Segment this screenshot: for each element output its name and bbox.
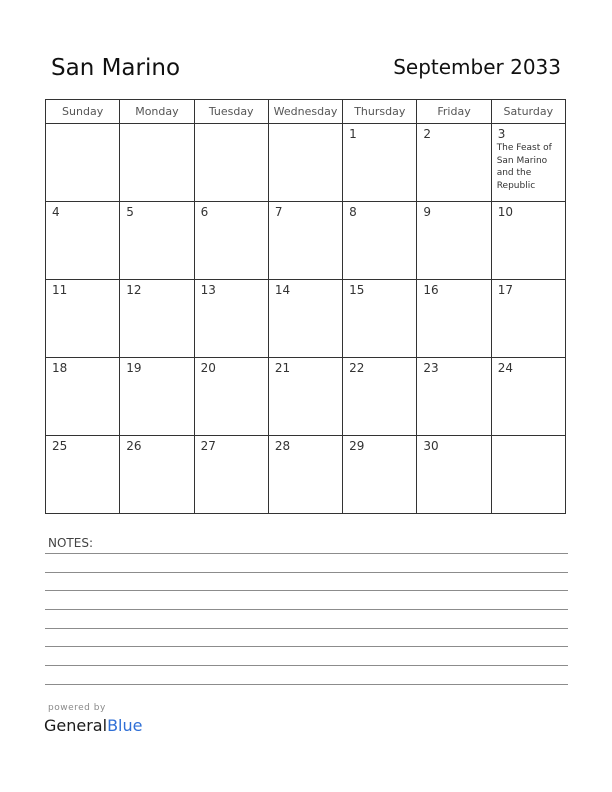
day-cell <box>194 436 268 514</box>
day-number <box>195 124 268 127</box>
day-number: 28 <box>274 439 291 453</box>
day-cell <box>417 280 491 358</box>
day-cell <box>343 436 417 514</box>
weekday-tuesday: Tuesday <box>194 100 268 124</box>
day-cell <box>120 124 194 202</box>
day-cell <box>343 202 417 280</box>
day-number: 21 <box>274 361 291 375</box>
day-number: 19 <box>126 361 142 375</box>
day-number: 8 <box>349 205 357 219</box>
day-cell <box>417 358 491 436</box>
day-number: 22 <box>349 361 365 375</box>
day-cell <box>343 124 417 202</box>
day-cell <box>268 280 342 358</box>
day-cell <box>417 436 491 514</box>
day-number: 11 <box>52 283 68 297</box>
day-number: 25 <box>52 439 68 453</box>
day-cell <box>491 358 565 436</box>
weekday-saturday: Saturday <box>491 100 565 124</box>
day-number: 10 <box>497 205 513 219</box>
day-cell <box>343 358 417 436</box>
day-number: 5 <box>126 205 134 219</box>
day-number: 18 <box>52 361 68 375</box>
month-title: September 2033 <box>393 55 561 79</box>
notes-label: NOTES: <box>48 536 93 550</box>
day-number <box>120 124 193 127</box>
day-number: 3 <box>497 127 506 141</box>
note-line <box>45 684 568 685</box>
day-cell <box>491 202 565 280</box>
day-number: 17 <box>497 283 513 297</box>
day-cell <box>120 436 194 514</box>
day-cell <box>194 124 268 202</box>
day-number: 26 <box>126 439 142 453</box>
day-number: 27 <box>200 439 216 453</box>
day-number <box>46 124 119 127</box>
day-number: 20 <box>200 361 216 375</box>
day-cell <box>268 202 342 280</box>
day-number: 6 <box>200 205 209 219</box>
day-number: 13 <box>200 283 216 297</box>
note-line <box>45 646 568 647</box>
weekday-wednesday: Wednesday <box>268 100 342 124</box>
day-cell <box>417 124 491 202</box>
day-cell <box>120 280 194 358</box>
day-cell <box>417 202 491 280</box>
day-number: 4 <box>52 205 60 219</box>
day-cell <box>194 358 268 436</box>
note-line <box>45 553 568 554</box>
note-line <box>45 665 568 666</box>
day-cell <box>120 358 194 436</box>
day-cell <box>120 202 194 280</box>
weekday-monday: Monday <box>120 100 194 124</box>
note-line <box>45 628 568 629</box>
week-row <box>46 124 566 202</box>
week-row <box>46 436 566 514</box>
note-line <box>45 572 568 573</box>
day-number: 29 <box>349 439 365 453</box>
day-cell <box>46 280 120 358</box>
week-row <box>46 280 566 358</box>
day-number: 23 <box>423 361 439 375</box>
day-number <box>269 124 342 127</box>
weekday-friday: Friday <box>417 100 491 124</box>
day-cell <box>343 280 417 358</box>
weekday-header-row <box>46 100 566 124</box>
day-number: 9 <box>423 205 432 219</box>
day-cell <box>268 124 342 202</box>
holiday-label: The Feast of San Marino and the Republic <box>496 143 552 191</box>
weekday-sunday: Sunday <box>46 100 120 124</box>
weekday-thursday: Thursday <box>343 100 417 124</box>
day-cell <box>194 280 268 358</box>
day-cell <box>46 202 120 280</box>
day-cell <box>491 124 565 202</box>
note-line <box>45 609 568 610</box>
day-number: 7 <box>274 205 283 219</box>
day-number: 24 <box>497 361 513 375</box>
powered-by-text: powered by <box>48 703 106 713</box>
day-number: 30 <box>423 439 439 453</box>
day-number: 14 <box>274 283 291 297</box>
day-number: 2 <box>423 127 432 141</box>
brand-name-blue: Blue <box>107 716 143 735</box>
day-cell <box>491 280 565 358</box>
day-cell <box>268 436 342 514</box>
day-cell <box>194 202 268 280</box>
day-number: 1 <box>349 127 357 141</box>
day-number: 15 <box>349 283 365 297</box>
day-cell <box>46 436 120 514</box>
day-cell <box>491 436 565 514</box>
day-number: 12 <box>126 283 142 297</box>
brand-name-general: General <box>44 716 108 735</box>
calendar-grid <box>45 99 566 514</box>
day-number: 16 <box>423 283 439 297</box>
day-number <box>492 436 565 439</box>
brand-name <box>44 716 142 735</box>
day-cell <box>46 358 120 436</box>
week-row <box>46 202 566 280</box>
country-title: San Marino <box>51 55 181 81</box>
page-header <box>0 0 612 90</box>
day-cell <box>268 358 342 436</box>
brand-logo <box>44 703 164 743</box>
week-row <box>46 358 566 436</box>
note-line <box>45 590 568 591</box>
day-cell <box>46 124 120 202</box>
